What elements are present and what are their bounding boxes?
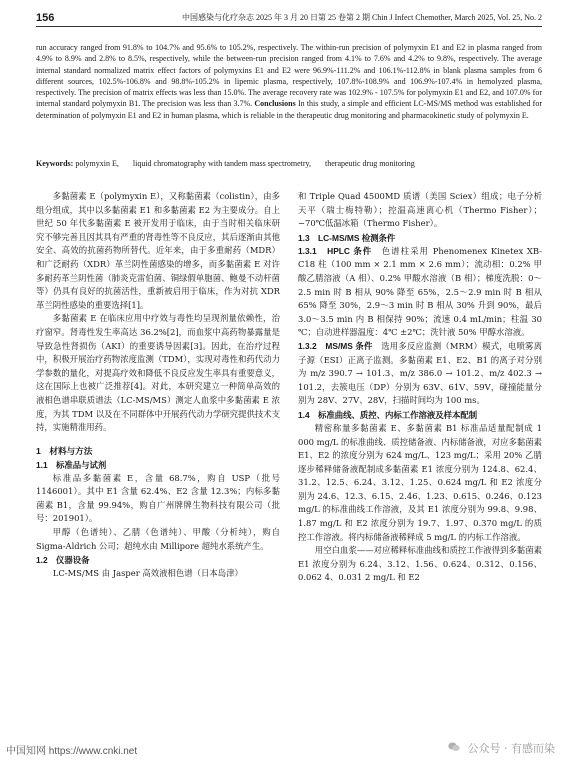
watermark [448, 740, 555, 756]
subsection-title: 1.3.2 MS/MS 条件 [298, 340, 373, 351]
section-heading-instruments: 1.2 仪器设备 [36, 555, 90, 566]
section-heading-materials-methods: 1 材料与方法 [36, 445, 93, 456]
keyword-item: polymyxin E, [75, 159, 119, 168]
section-heading-standards: 1.1 标准品与试剂 [36, 459, 107, 470]
running-header [36, 10, 542, 27]
wechat-icon [448, 742, 460, 755]
body-paragraph: 用空白血浆——对应稀释标准曲线和质控工作液得到多黏菌素 E1 浓度分别为 6.24、3.12、1.56、0.624、0.312、0.156、0.062 4、0.031 2 mg/L 和 E2 [298, 545, 542, 583]
keyword-item: therapeutic drug monitoring [325, 159, 415, 168]
subsection-text: 选用多反应监测（MRM）模式，电喷雾离子源（ESI）正离子监测。多黏菌素 E1、E2、B1 的离子对分别为 m/z 390.7 → 101.3、m/z 386.0 → 101.2、m/z 402.3 → 101.2，去簇电压（DP）分别为 63V、61V、59V，碰撞能量分别为 28V、27V、28V，扫描时间均为 100 ms。 [298, 340, 543, 406]
section-heading-solutions: 1.4 标准曲线、质控、内标工作溶液及样本配制 [298, 409, 478, 420]
conclusions-text: In this study, a simple and efficient LC-MS/MS method was established for determination of polymyxin E1 and E2 in human plasma, which is reliable in the therapeutic drug monitoring and pharmacokinetic study of polymyxin E. [36, 99, 542, 120]
msms-conditions [298, 340, 542, 408]
body-paragraph: 标准品多黏菌素 E，含量 68.7%，购自 USP（批号 1146001）。其中 E1 含量 62.4%、E2 含量 12.3%；内标多黏菌素 B1，含量 99.94%，购自广州牌牌生物科技有限公司（批号：201901）。 [36, 472, 280, 524]
body-paragraph: 甲醇（色谱纯）、乙腈（色谱纯）、甲酸（分析纯），购自 Sigma-Aldrich 公司；超纯水由 Millipore 超纯水系统产生。 [36, 527, 280, 551]
conclusions-label: Conclusions [254, 99, 296, 109]
body-paragraph: LC-MS/MS 由 Jasper 高效液相色谱（日本岛津） [52, 568, 243, 579]
watermark-text: 公众号 · 有感而染 [467, 742, 555, 755]
intro-paragraph: 多黏菌素 E（polymyxin E），又称黏菌素（colistin），由多组分组成，其中以多黏菌素 E1 和多黏菌素 E2 为主要成分。自上世纪 50 年代多黏菌素 E 被开发用于临床，由于当时相关临床研究不够完善且因其具有严重的肾毒性等不良反应，其后逐渐由其他安全、高效的抗菌药物所替代。近年来，由于多重耐药（MDR）和广泛耐药（XDR）革兰阴性菌感染的增多，而多黏菌素 E 对许多耐药革兰阴性菌（肺炎克雷伯菌、铜绿假单胞菌、鲍曼不动杆菌等）仍具有良好的抗菌活性，重新被启用于临床，作为对抗 XDR 革兰阴性感染的重要选择[1]。 [36, 191, 280, 310]
keywords-label: Keywords: [36, 159, 74, 168]
subsection-title: 1.3.1 HPLC 条件 [298, 245, 373, 256]
body-paragraph: 精密称量多黏菌素 E、多黏菌素 B1 标准品适量配制成 1 000 mg/L 的标准曲线、质控储备液、内标储备液，对应多黏菌素 E1、E2 的浓度分别为 624 mg/L、123 mg/L；采用 20% 乙腈逐步稀释储备液配制成多黏菌素 E1 浓度分别为 124.8、62.4、31.2、12.5、6.24、3.12、1.25、0.624 mg/L 和 E2 浓度分别为 24.6、12.3、6.15、2.46、1.23、0.615、0.246、0.123 mg/L 的标准曲线工作溶液，及其 E1 浓度分别为 99.8、9.98、1.87 mg/L 和 E2 浓度分别为 19.7、1.97、0.370 mg/L 的质控工作溶液。将内标储备液稀释成 5 mg/L 的内标工作溶液。 [298, 422, 542, 542]
hplc-conditions [298, 245, 542, 340]
right-column [298, 190, 542, 585]
left-column [36, 190, 280, 581]
journal-info: 中国感染与化疗杂志 2025 年 3 月 20 日第 25 卷第 2 期 Chin J Infect Chemother, March 2025, Vol. 25, No. 2 [181, 13, 542, 22]
page-number: 156 [36, 12, 55, 24]
intro-paragraph: 多黏菌素 E 在临床应用中疗效与毒性均呈现剂量依赖性，治疗窗窄。肾毒性发生率高达 36.2%[2]，而血浆中高药物暴露量是导致急性肾损伤（AKI）的重要诱导因素[3]。因此，在治疗过程中，积极开展治疗药物浓度监测（TDM），实现对毒性和药代动力学参数的量化，对提高疗效和降低不良反应发生率具有重要意义，这在国际上也被广泛推荐[4]。对此，本研究建立一种简单高效的液相色谱串联质谱法（LC-MS/MS）测定人血浆中多黏菌素 E 浓度，为其 TDM 以及在不同群体中开展药代动力学研究提供技术支持，实施精准用药。 [36, 313, 280, 433]
cnki-credit [6, 742, 137, 757]
keyword-item: liquid chromatography with tandem mass spectrometry, [132, 159, 311, 168]
body-paragraph: 和 Triple Quad 4500MD 质谱（美国 Sciex）组成；电子分析天平（瑞士梅特勒）；控温高速离心机（Thermo Fisher）；−70℃低温冰箱（Thermo Fisher）。 [298, 191, 542, 229]
subsection-text: 色谱柱采用 Phenomenex Kinetex XB-C18 柱（100 mm × 2.1 mm × 2.6 mm）；流动相：0.2% 甲酸乙腈溶液（A 相）、0.2% 甲酸水溶液（B 相）；梯度洗脱：0～2.5 min 时 B 相从 90% 降至 65%，2.5～2.9 min 时 B 相从 65% 降至 30%，2.9～3 min 时 B 相从 30% 升到 90%，最后 3.0～3.5 min 内 B 相保持 90%；流速 0.4 mL/min；柱温 30 ℃；自动进样器温度：4℃ ±2℃；洗针液 50% 甲醇水溶液。 [298, 245, 543, 338]
english-abstract [36, 42, 542, 121]
keywords-line [36, 158, 542, 169]
cnki-label: 中国知网 [6, 746, 46, 757]
section-heading-lcms-conditions: 1.3 LC-MS/MS 检测条件 [298, 232, 396, 243]
page-footer [0, 730, 571, 762]
abstract-results-text: run accuracy ranged from 91.8% to 104.7% and 95.6% to 105.2%, respectively. The within-run precision of polymyxin E1 and E2 in plasma ranged from 4.9% to 8.9% and 2.8% to 8.5%, respectively, while the between-run precision ranged from 4.1% to 7.6% and 4.2% to 9.8%, respectively. The average internal standard normalized matrix effect factors of polymyxins E1 and E2 were 96.9%-111.2% and 106.1%-112.8% in blank plasma samples from 6 different sources, 102.5%-106.8% and 98.8%-105.2% in lipemic plasma, respectively, 107.8%-108.9% and 106.9%-107.4% in hemolyzed plasma, respectively. The precision of matrix effects was less than 15.0%. The average recovery rate was 102.9% - 107.5% for polymyxin E1 and E2, and 107.0% for internal standard polymyxin B1. The precision was less than 3.7%. [36, 43, 542, 109]
cnki-url: https://www.cnki.net [48, 746, 138, 757]
